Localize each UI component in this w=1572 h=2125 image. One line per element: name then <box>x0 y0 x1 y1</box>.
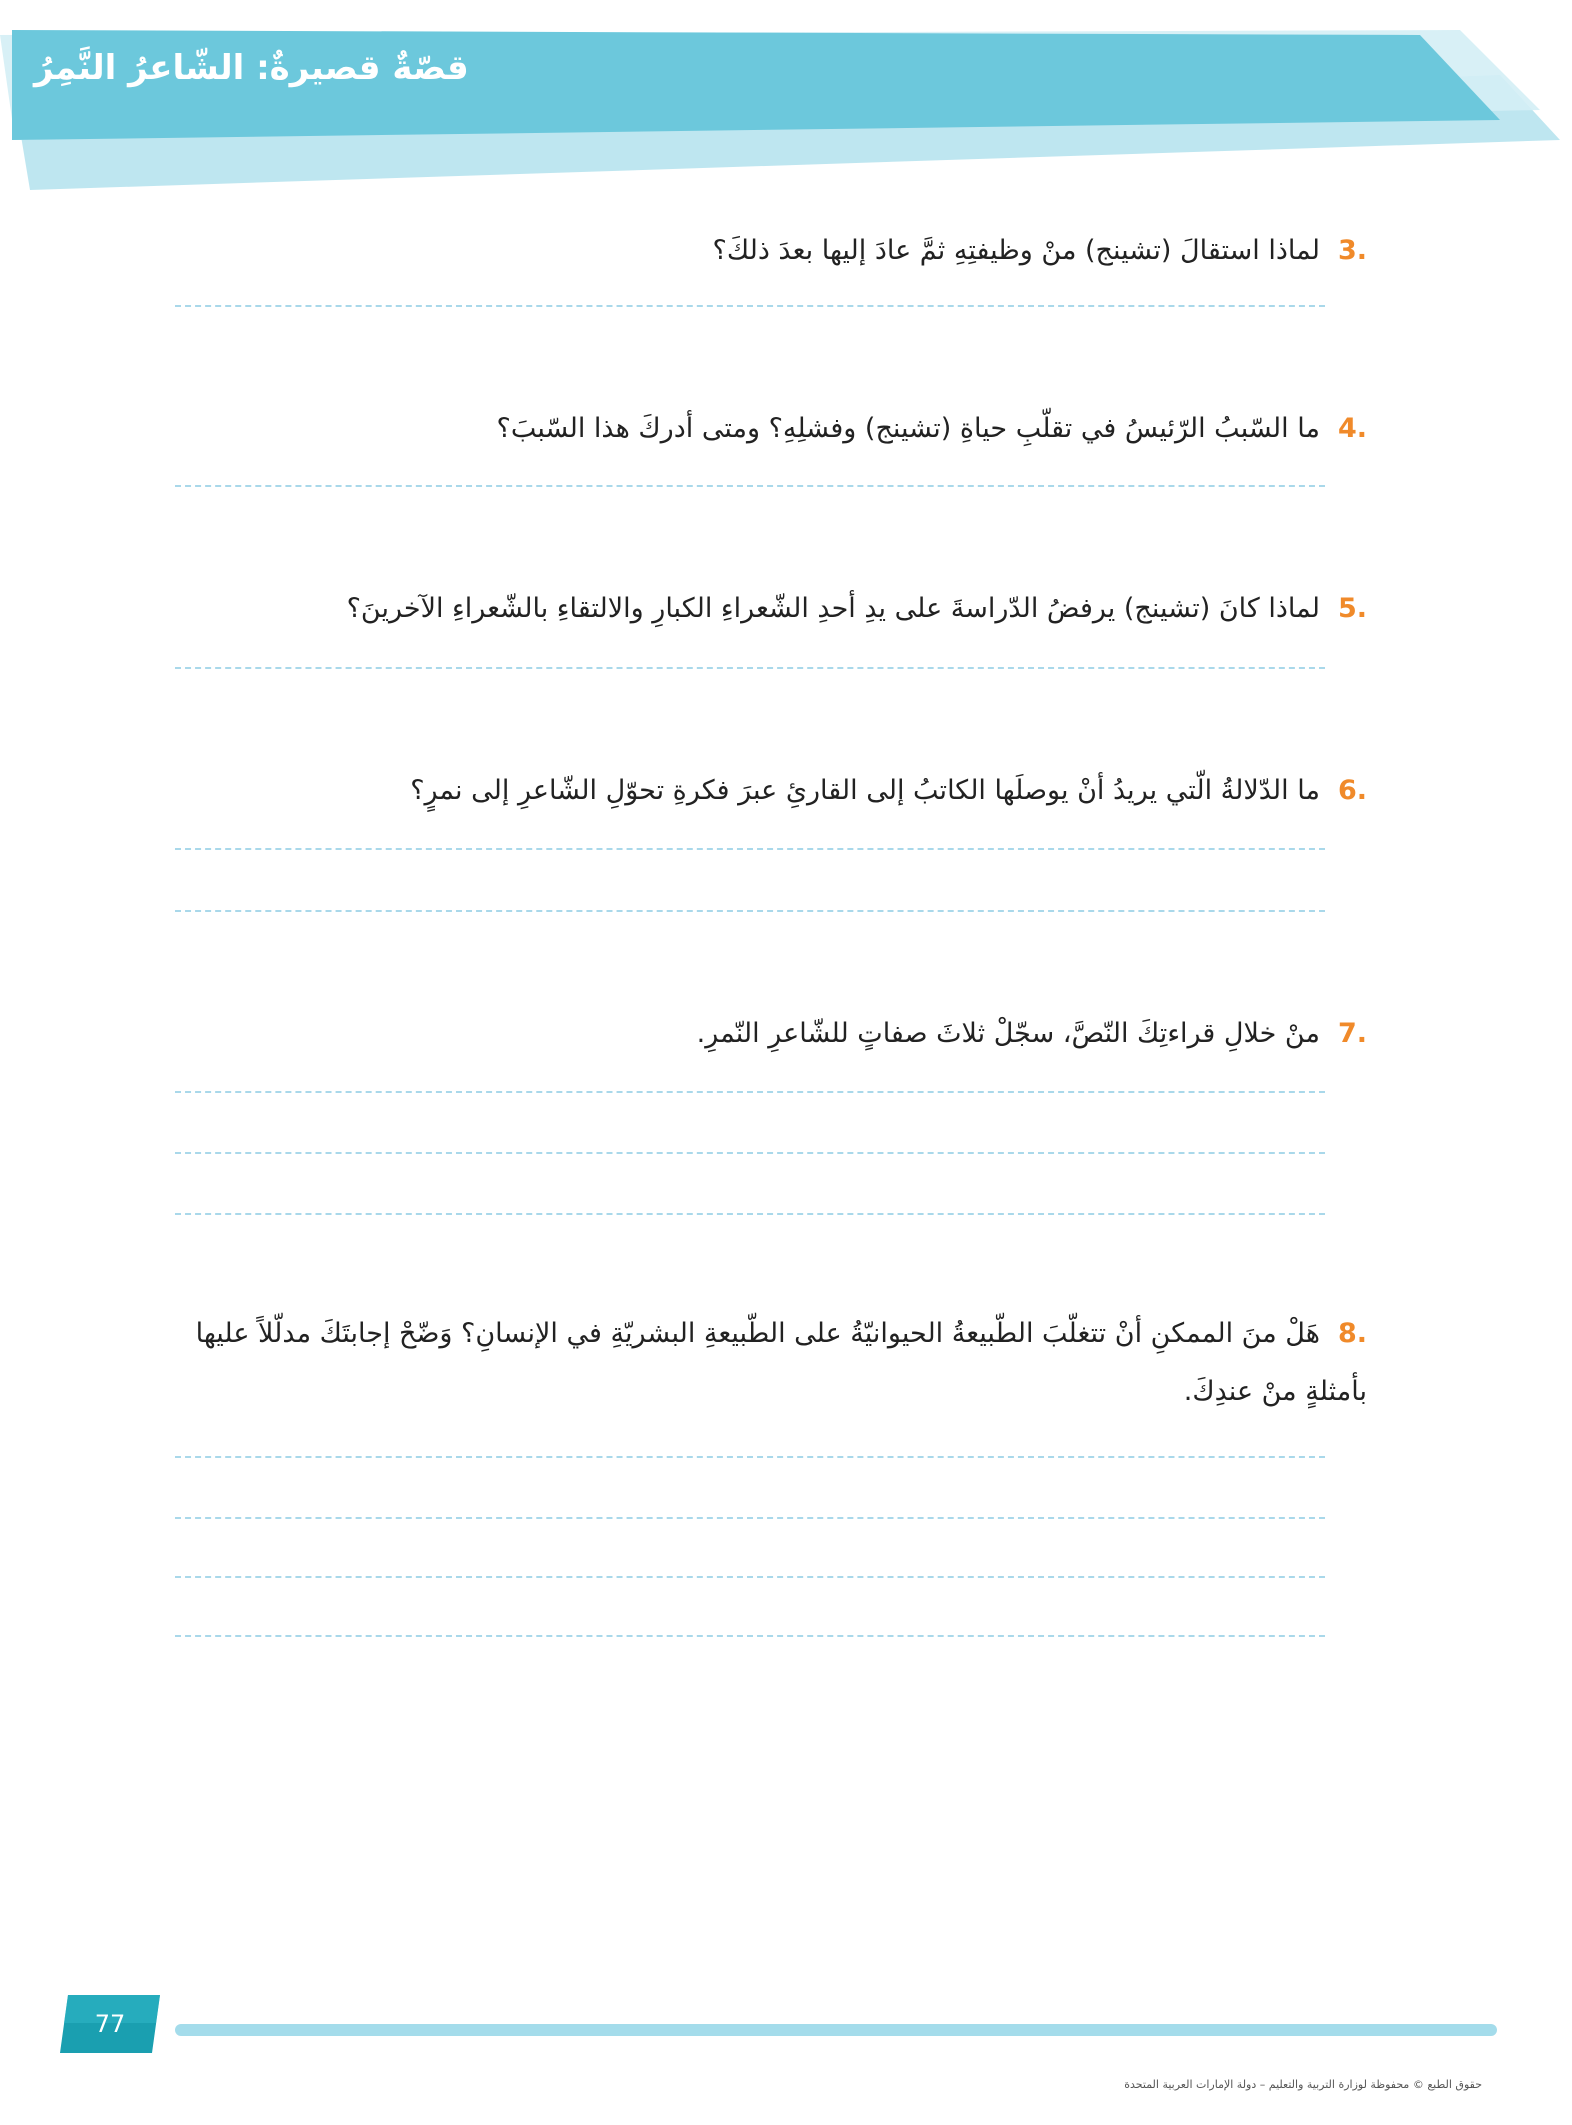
question-text: لماذا كانَ (تشينج) يرفضُ الدّراسةَ على يدِ أحدِ الشّعراءِ الكبارِ والالتقاءِ بالشّعراءِ الآخرينَ؟ <box>346 593 1320 624</box>
footer-bar <box>175 2024 1497 2036</box>
answer-line[interactable] <box>175 910 1325 912</box>
answer-line[interactable] <box>175 1456 1325 1458</box>
answer-line[interactable] <box>175 848 1325 850</box>
question-7 <box>697 1005 1367 1063</box>
question-3 <box>713 222 1367 280</box>
question-8 <box>147 1305 1367 1421</box>
question-number: .8 <box>1337 1318 1367 1349</box>
answer-line[interactable] <box>175 667 1325 669</box>
question-text: هَلْ منَ الممكنِ أنْ تتغلّبَ الطّبيعةُ الحيوانيّةُ على الطّبيعةِ البشريّةِ في الإنسانِ؟ وَضّحْ إجابتَكَ مدلّلاً عليها بأمثلةٍ منْ عندِكَ. <box>195 1318 1367 1407</box>
question-text: ما الدّلالةُ الّتي يريدُ أنْ يوصلَها الكاتبُ إلى القارئِ عبرَ فكرةِ تحوّلِ الشّاعرِ إلى نمرٍ؟ <box>410 775 1320 806</box>
answer-line[interactable] <box>175 1635 1325 1637</box>
question-text: لماذا استقالَ (تشينج) منْ وظيفتِهِ ثمَّ عادَ إليها بعدَ ذلكَ؟ <box>712 235 1320 266</box>
page-number: 77 <box>94 2010 126 2038</box>
question-number: .4 <box>1337 413 1367 444</box>
question-4 <box>497 400 1367 458</box>
question-number: .6 <box>1337 775 1367 806</box>
page-title: قصّةٌ قصيرةٌ: الشّاعرُ النَّمِرُ <box>34 48 469 88</box>
question-text: منْ خلالِ قراءتِكَ النّصَّ، سجّلْ ثلاثَ صفاتٍ للشّاعرِ النّمرِ. <box>696 1018 1320 1049</box>
answer-line[interactable] <box>175 485 1325 487</box>
question-number: .3 <box>1337 235 1367 266</box>
header-stripes-graphic <box>0 0 1572 200</box>
answer-line[interactable] <box>175 1517 1325 1519</box>
question-number: .5 <box>1337 593 1367 624</box>
answer-line[interactable] <box>175 1576 1325 1578</box>
answer-line[interactable] <box>175 305 1325 307</box>
page-number-badge <box>56 1993 164 2055</box>
answer-line[interactable] <box>175 1152 1325 1154</box>
answer-line[interactable] <box>175 1091 1325 1093</box>
question-6 <box>410 762 1367 820</box>
copyright-note: حقوق الطبع © محفوظة لوزارة التربية والتعليم – دولة الإمارات العربية المتحدة <box>1124 2078 1482 2091</box>
header-banner <box>0 0 1572 200</box>
question-5 <box>347 580 1367 638</box>
question-number: .7 <box>1337 1018 1367 1049</box>
question-text: ما السّببُ الرّئيسُ في تقلّبِ حياةِ (تشينج) وفشلِهِ؟ ومتى أدركَ هذا السّببَ؟ <box>496 413 1320 444</box>
answer-line[interactable] <box>175 1213 1325 1215</box>
